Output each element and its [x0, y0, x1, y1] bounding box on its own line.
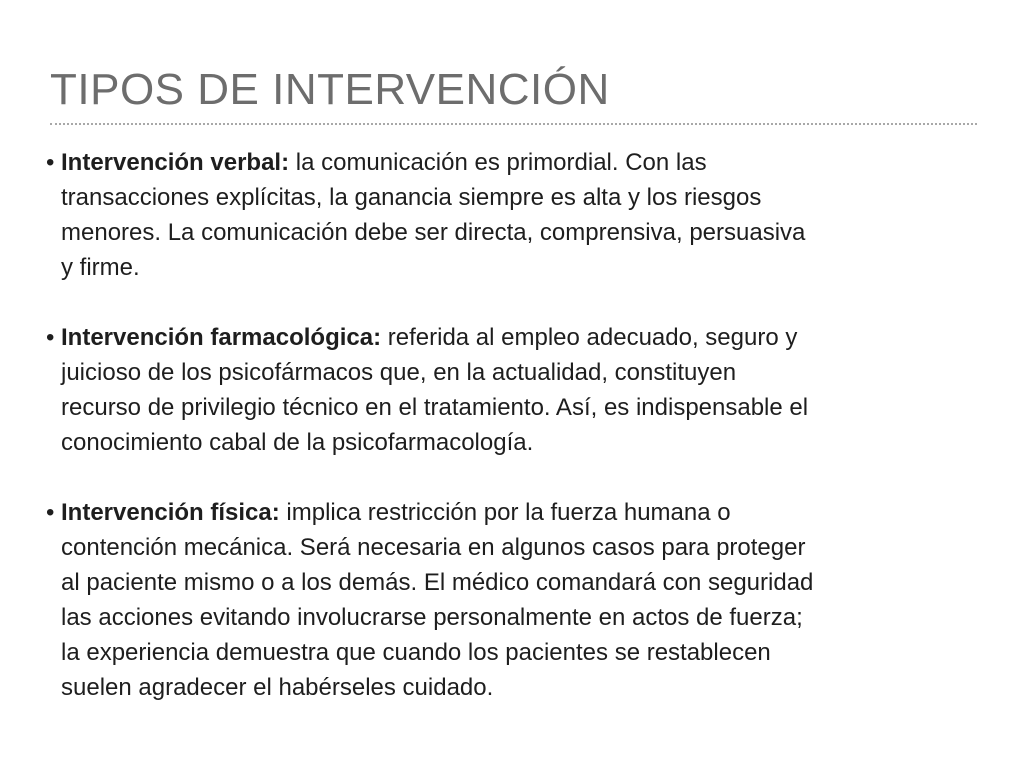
bullet-term: Intervención física: [61, 499, 280, 526]
slide-title: TIPOS DE INTERVENCIÓN [50, 65, 610, 114]
bullet-first-line [61, 495, 976, 530]
title-divider [50, 123, 977, 125]
bullet-text-line: conocimiento cabal de la psicofarmacología. [61, 429, 534, 456]
bullet-text-line: recurso de privilegio técnico en el tratamiento. Así, es indispensable el [61, 394, 809, 421]
bullet-text-line: las acciones evitando involucrarse personalmente en actos de fuerza; [61, 604, 803, 631]
bullet-first-line [61, 320, 976, 355]
bullet-item-farmacologica [46, 320, 976, 460]
bullet-list [46, 145, 976, 705]
bullet-marker: • [46, 149, 55, 176]
bullet-marker: • [46, 499, 55, 526]
bullet-text-line: contención mecánica. Será necesaria en algunos casos para proteger [61, 534, 806, 561]
bullet-item-verbal [46, 145, 976, 285]
bullet-term: Intervención farmacológica: [61, 324, 382, 351]
bullet-text-line: transacciones explícitas, la ganancia siempre es alta y los riesgos [61, 184, 762, 211]
bullet-text-line: menores. La comunicación debe ser directa, comprensiva, persuasiva [61, 219, 806, 246]
bullet-text-line: al paciente mismo o a los demás. El médico comandará con seguridad [61, 569, 814, 596]
bullet-text-line: la comunicación es primordial. Con las [289, 149, 707, 176]
bullet-item-fisica [46, 495, 976, 705]
bullet-text-line: suelen agradecer el habérseles cuidado. [61, 674, 494, 701]
bullet-text-line: referida al empleo adecuado, seguro y [381, 324, 798, 351]
bullet-first-line [61, 145, 976, 180]
bullet-text-line: la experiencia demuestra que cuando los pacientes se restablecen [61, 639, 771, 666]
bullet-text-line: y firme. [61, 254, 140, 281]
bullet-marker: • [46, 324, 55, 351]
bullet-text-line: juicioso de los psicofármacos que, en la actualidad, constituyen [61, 359, 737, 386]
bullet-text-line: implica restricción por la fuerza humana o [279, 499, 731, 526]
bullet-term: Intervención verbal: [61, 149, 290, 176]
